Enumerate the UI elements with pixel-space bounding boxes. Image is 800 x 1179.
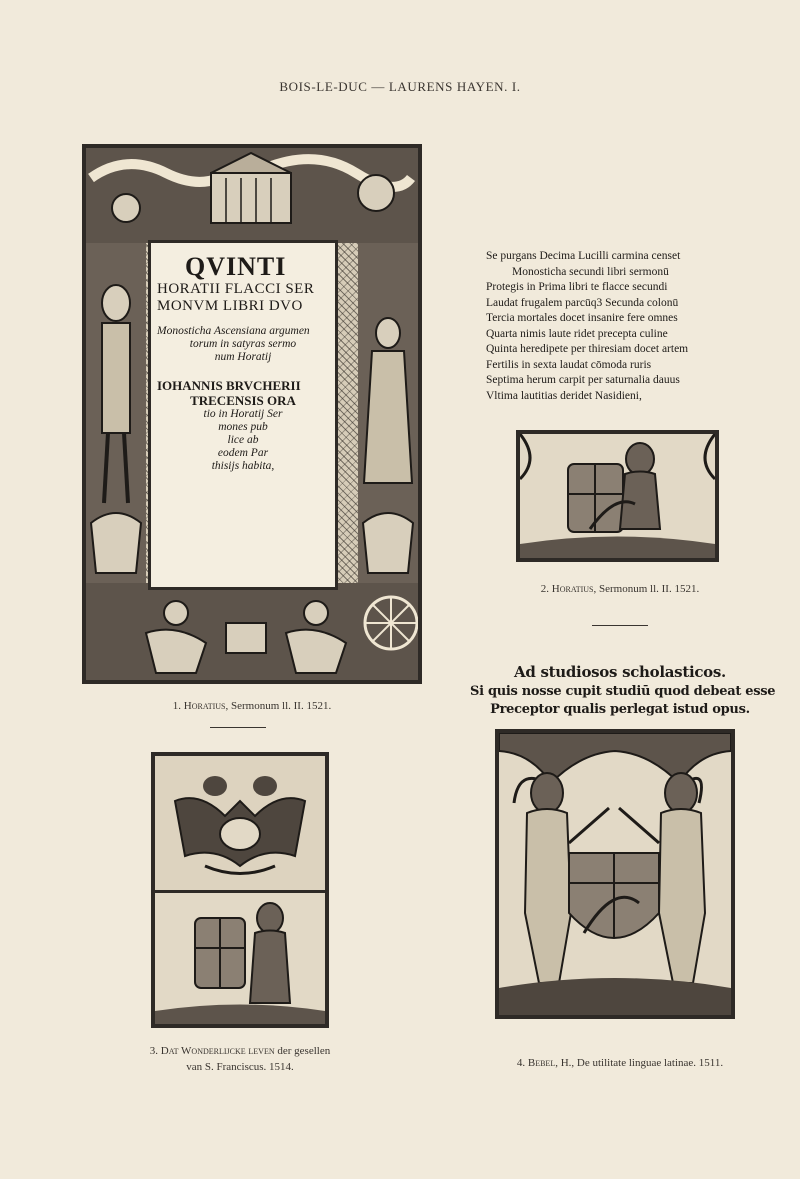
divider-rule	[592, 625, 648, 626]
caption-text: Sermonum ll. II. 1521.	[231, 700, 332, 712]
figure-4-heading: Ad studiosos scholasticos.	[514, 663, 726, 681]
title-line-6: num Horatij	[214, 351, 272, 363]
figure-4-caption	[470, 1055, 770, 1071]
figure-3-woodcut	[151, 752, 329, 1028]
caption-line-2: van S. Franciscus. 1514.	[186, 1061, 294, 1073]
caption-text: De utilitate linguae latinae. 1511.	[576, 1057, 724, 1069]
figure-2-woodcut	[516, 430, 719, 562]
verse-line: Tercia mortales docet insanire fere omnes	[486, 312, 678, 324]
title-panel	[148, 240, 338, 590]
caption-text: der gesellen	[277, 1045, 331, 1057]
caption-text: Sermonum ll. II. 1521.	[599, 583, 700, 595]
title-line-8: TRECENSIS ORA	[190, 393, 296, 408]
verse-line: Laudat frugalem parcūq3 Secunda colonū	[486, 296, 679, 309]
page-header: BOIS-LE-DUC — LAURENS HAYEN. I.	[279, 79, 521, 94]
title-line-2: HORATII FLACCI SER	[157, 281, 315, 297]
cherubs-scene-icon	[86, 583, 418, 680]
title-line-11: lice ab	[227, 434, 259, 446]
figure-1-caption	[82, 698, 422, 714]
figure-3-caption	[110, 1043, 370, 1075]
verse-line: Monosticha secundi libri sermonū	[512, 265, 669, 278]
caption-number: 1.	[172, 700, 182, 712]
verse-line: Se purgans Decima Lucilli carmina censet	[486, 250, 681, 262]
left-pillar-knight-icon	[86, 243, 146, 583]
title-line-12: eodem Par	[217, 447, 269, 459]
caption-author: Horatius,	[183, 700, 229, 712]
figure-4-line-3: Preceptor qualis perlegat istud opus.	[490, 702, 750, 717]
figure-2-caption	[470, 581, 770, 597]
figure-4-woodcut	[495, 729, 735, 1019]
two-wild-men-with-shield-icon	[499, 733, 731, 1015]
right-pillar-lady-icon	[358, 243, 418, 583]
caption-number: 4.	[516, 1057, 526, 1069]
caption-title: Dat Wonderlijcke leven	[160, 1045, 275, 1057]
figure-2-verse	[486, 249, 746, 404]
title-line-3: MONVM LIBRI DVO	[157, 298, 303, 314]
figure-1-woodcut	[82, 144, 422, 684]
caption-number: 3.	[149, 1045, 159, 1057]
title-line-4: Monosticha Ascensiana argumen	[157, 325, 310, 337]
verse-line: Septima herum carpit per saturnalia dauus	[486, 374, 680, 386]
caption-author: Horatius,	[551, 583, 597, 595]
wild-man-with-shield-icon	[155, 893, 325, 1024]
verse-line: Quarta nimis laute ridet precepta culine	[486, 327, 668, 340]
verse-line: Fertilis in sexta laudat cōmoda ruris	[486, 358, 652, 371]
verse-line: Quinta heredipete per thiresiam docet artem	[486, 343, 689, 355]
decorative-banner-icon	[86, 148, 418, 243]
title-line-13: thisijs habita,	[211, 460, 275, 472]
wild-man-with-shield-icon	[520, 434, 715, 558]
figure-4-line-2: Si quis nosse cupit studiū quod debeat esse	[470, 684, 776, 699]
title-line-9: tio in Horatij Ser	[203, 408, 283, 420]
caption-author: Bebel, H.,	[527, 1057, 575, 1069]
verse-line: Vltima lautitias deridet Nasidieni,	[486, 389, 642, 402]
title-line-10: mones pub	[218, 421, 268, 433]
caption-number: 2.	[540, 583, 550, 595]
divider-rule	[210, 727, 266, 728]
double-headed-eagle-icon	[155, 756, 325, 890]
title-line-5: torum in satyras sermo	[189, 338, 297, 350]
verse-line: Protegis in Prima libri te flacce secundi	[486, 281, 668, 293]
title-qvinti: QVINTI	[185, 252, 287, 281]
title-line-7: IOHANNIS BRVCHERII	[157, 378, 301, 393]
